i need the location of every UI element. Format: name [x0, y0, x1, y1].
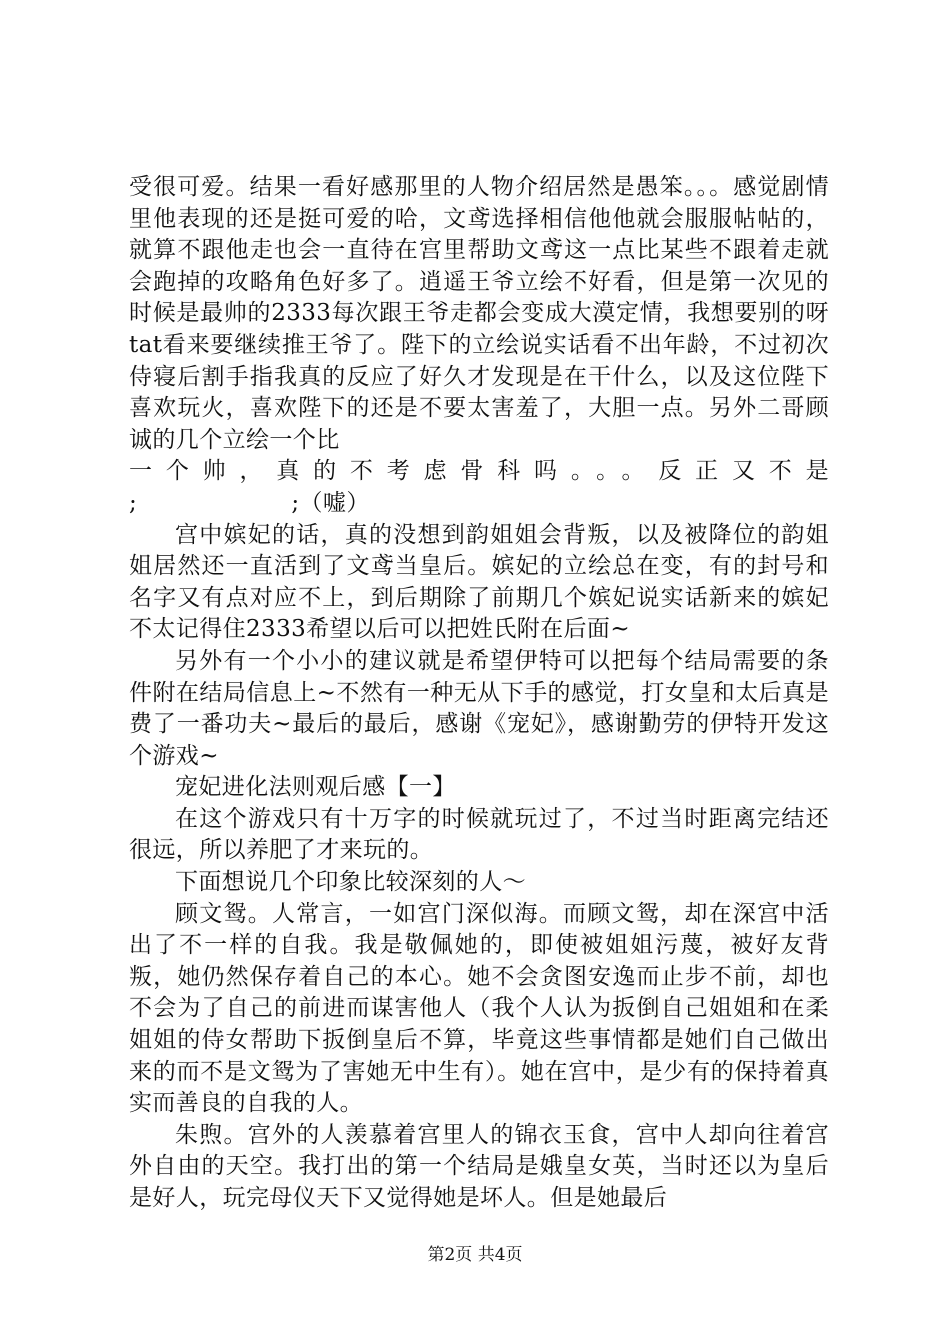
- paragraph-7: 朱煦。宫外的人羡慕着宫里人的锦衣玉食，宫中人却向往着宫外自由的天空。我打出的第一个结局是娥皇女英，当时还以为皇后是好人，玩完母仪天下又觉得她是坏人。但是她最后: [129, 1121, 829, 1211]
- paragraph-6: 顾文鸳。人常言，一如宫门深似海。而顾文鸳，却在深宫中活出了不一样的自我。我是敬佩她的，即使被姐姐污蔑，被好友背叛，她仍然保存着自己的本心。她不会贪图安逸而止步不前，却也不会为了自己的前进而谋害他人（我个人认为扳倒自己姐姐和在柔姐姐的侍女帮助下扳倒皇后不算，毕竟这些事情都是她们自己做出来的而不是文鸳为了害她无中生有）。她在宫中，是少有的保持着真实而善良的自我的人。: [129, 900, 829, 1117]
- paragraph-4: 在这个游戏只有十万字的时候就玩过了，不过当时距离完结还很远，所以养肥了才来玩的。: [129, 805, 829, 864]
- paragraph-2: 宫中嫔妃的话，真的没想到韵姐姐会背叛，以及被降位的韵姐姐居然还一直活到了文鸢当皇后。嫔妃的立绘总在变，有的封号和名字又有点对应不上，到后期除了前期几个嫔妃说实话新来的嫔妃不太记得住2333希望以后可以把姓氏附在后面~: [129, 521, 829, 643]
- page-number: 第2页 共4页: [427, 1245, 523, 1265]
- paragraph-1: 受很可爱。结果一看好感那里的人物介绍居然是愚笨。。。感觉剧情里他表现的还是挺可爱的哈，文鸢选择相信他他就会服服帖帖的，就算不跟他走也会一直待在宫里帮助文鸢这一点比某些不跟着走就会跑掉的攻略角色好多了。逍遥王爷立绘不好看，但是第一次见的时候是最帅的2333每次跟王爷走都会变成大漠定情，我想要别的呀tat看来要继续推王爷了。陛下的立绘说实话看不出年龄，不过初次侍寝后割手指我真的反应了好久才发现是在干什么，以及这位陛下喜欢玩火，喜欢陛下的还是不要太害羞了，大胆一点。另外二哥顾诚的几个立绘一个比: [129, 174, 829, 453]
- paragraph-1-spread-line: 一个帅，真的不考虑骨科吗。。。反正又不是: [129, 458, 829, 485]
- paragraph-3: 另外有一个小小的建议就是希望伊特可以把每个结局需要的条件附在结局信息上~不然有一种无从下手的感觉，打女皇和太后真是费了一番功夫~最后的最后，感谢《宠妃》，感谢勤劳的伊特开发这个游戏~: [129, 647, 829, 769]
- paragraph-1-gap-line: ; ;（嘘）: [129, 489, 370, 516]
- section-heading: 宠妃进化法则观后感【一】: [175, 774, 456, 801]
- paragraph-5: 下面想说几个印象比较深刻的人～: [175, 869, 526, 896]
- document-body: [129, 172, 829, 1215]
